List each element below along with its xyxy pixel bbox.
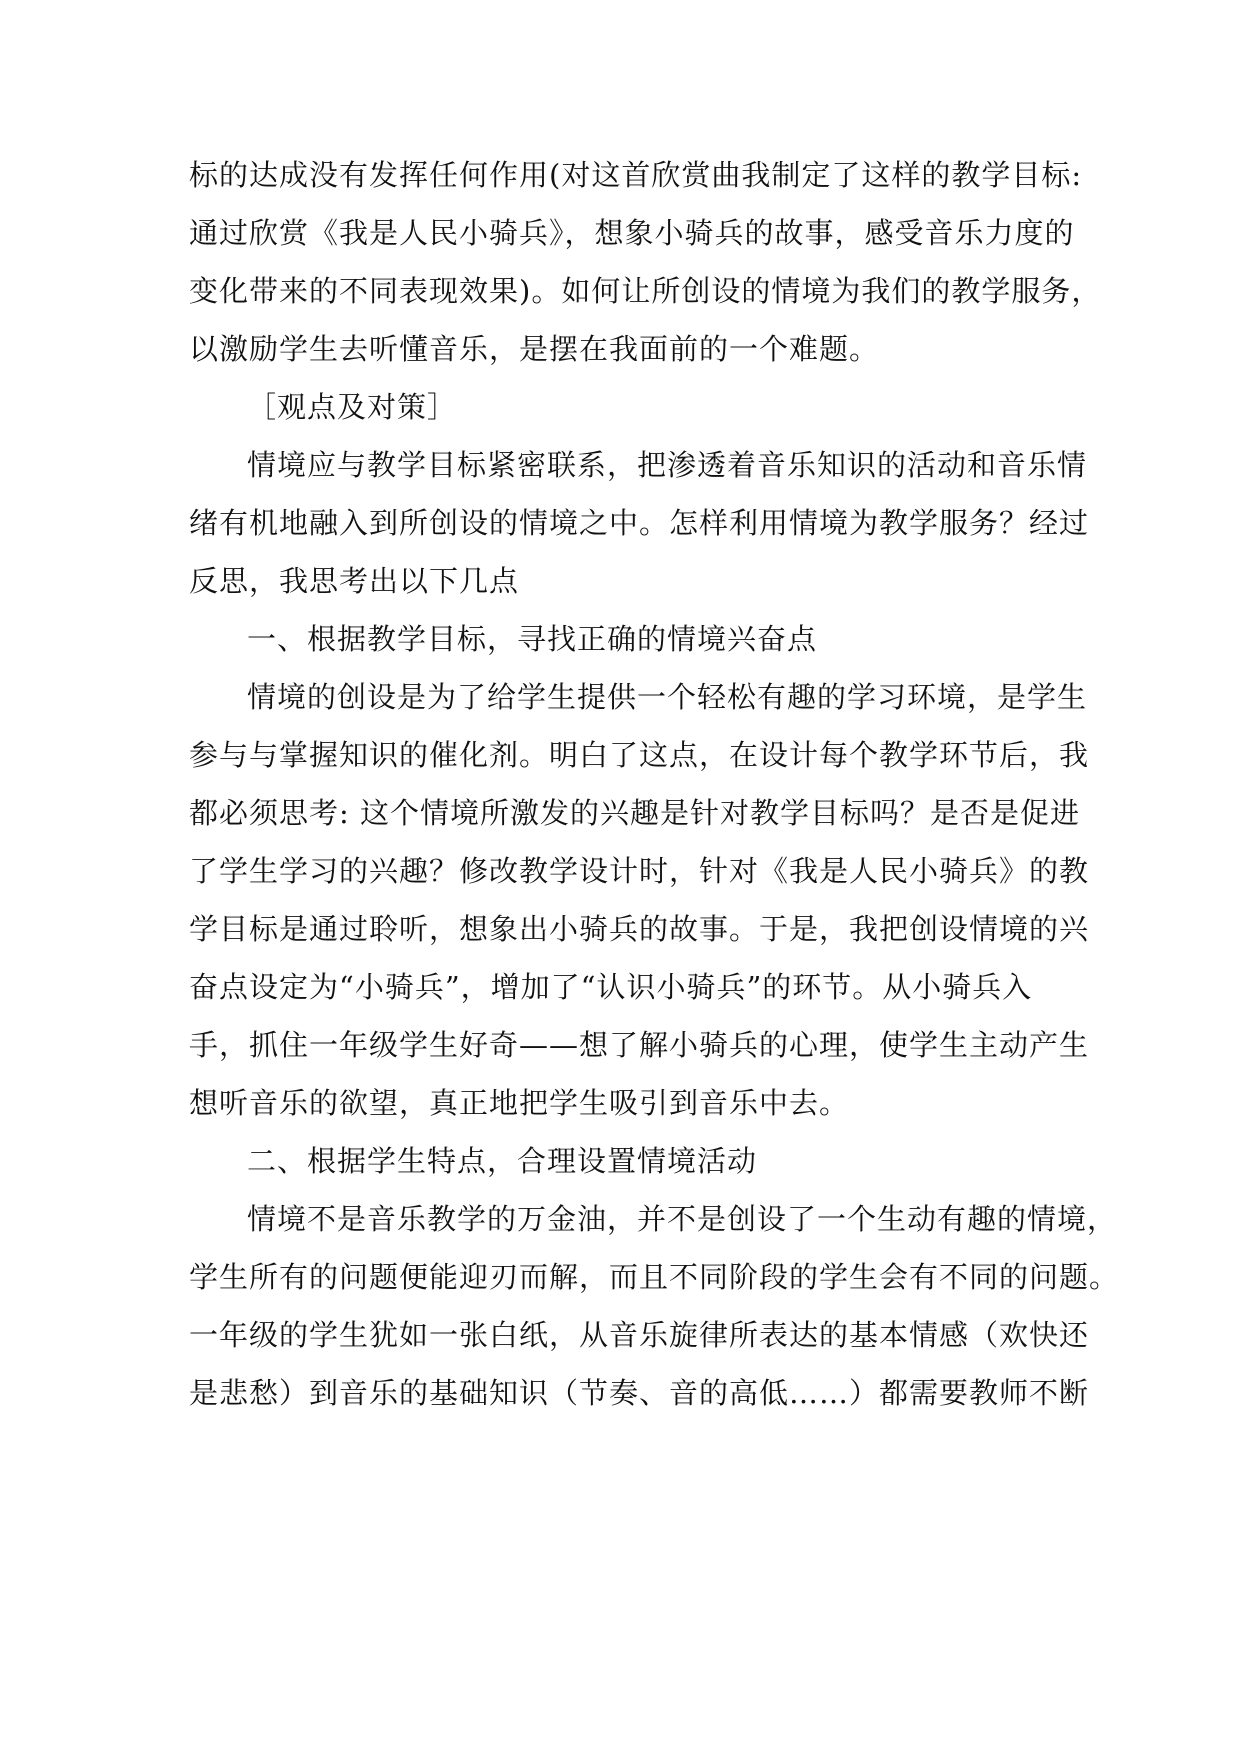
paragraph-start: 情境应与教学目标紧密联系，把渗透着音乐知识的活动和音乐情 [247,448,1088,482]
text-line: 了学生学习的兴趣？修改教学设计时，针对《我是人民小骑兵》的教 [189,854,1090,888]
text-line: 奋点设定为“小骑兵”，增加了“认识小骑兵”的环节。从小骑兵入 [189,970,1033,1004]
text-line: 通过欣赏《我是人民小骑兵》，想象小骑兵的故事，感受音乐力度的 [189,216,1075,250]
section-heading: ［观点及对策］ [247,390,458,424]
text-line: 是悲愁）到音乐的基础知识（节奏、音的高低……）都需要教师不断 [189,1376,1090,1410]
text-line: 都必须思考: 这个情境所激发的兴趣是针对教学目标吗？是否是促进 [189,796,1080,830]
text-line: 学目标是通过聆听，想象出小骑兵的故事。于是，我把创设情境的兴 [189,912,1090,946]
paragraph-start: 情境的创设是为了给学生提供一个轻松有趣的学习环境，是学生 [247,680,1088,714]
paragraph-start: 情境不是音乐教学的万金油，并不是创设了一个生动有趣的情境， [247,1202,1118,1236]
text-line: 绪有机地融入到所创设的情境之中。怎样利用情境为教学服务？经过 [189,506,1090,540]
text-line: 参与与掌握知识的催化剂。明白了这点，在设计每个教学环节后，我 [189,738,1090,772]
text-line: 手，抓住一年级学生好奇——想了解小骑兵的心理，使学生主动产生 [189,1028,1090,1062]
text-line: 一年级的学生犹如一张白纸，从音乐旋律所表达的基本情感（欢快还 [189,1318,1090,1352]
text-line: 以激励学生去听懂音乐，是摆在我面前的一个难题。 [189,332,880,366]
text-line: 反思，我思考出以下几点 [189,564,520,598]
subheading-one: 一、根据教学目标，寻找正确的情境兴奋点 [247,622,818,656]
text-line: 想听音乐的欲望，真正地把学生吸引到音乐中去。 [189,1086,850,1120]
subheading-two: 二、根据学生特点，合理设置情境活动 [247,1144,758,1178]
text-line: 标的达成没有发挥任何作用(对这首欣赏曲我制定了这样的教学目标: [189,158,1083,192]
text-line: 变化带来的不同表现效果)。如何让所创设的情境为我们的教学服务， [189,274,1102,308]
text-line: 学生所有的问题便能迎刃而解，而且不同阶段的学生会有不同的问题。 [189,1260,1120,1294]
